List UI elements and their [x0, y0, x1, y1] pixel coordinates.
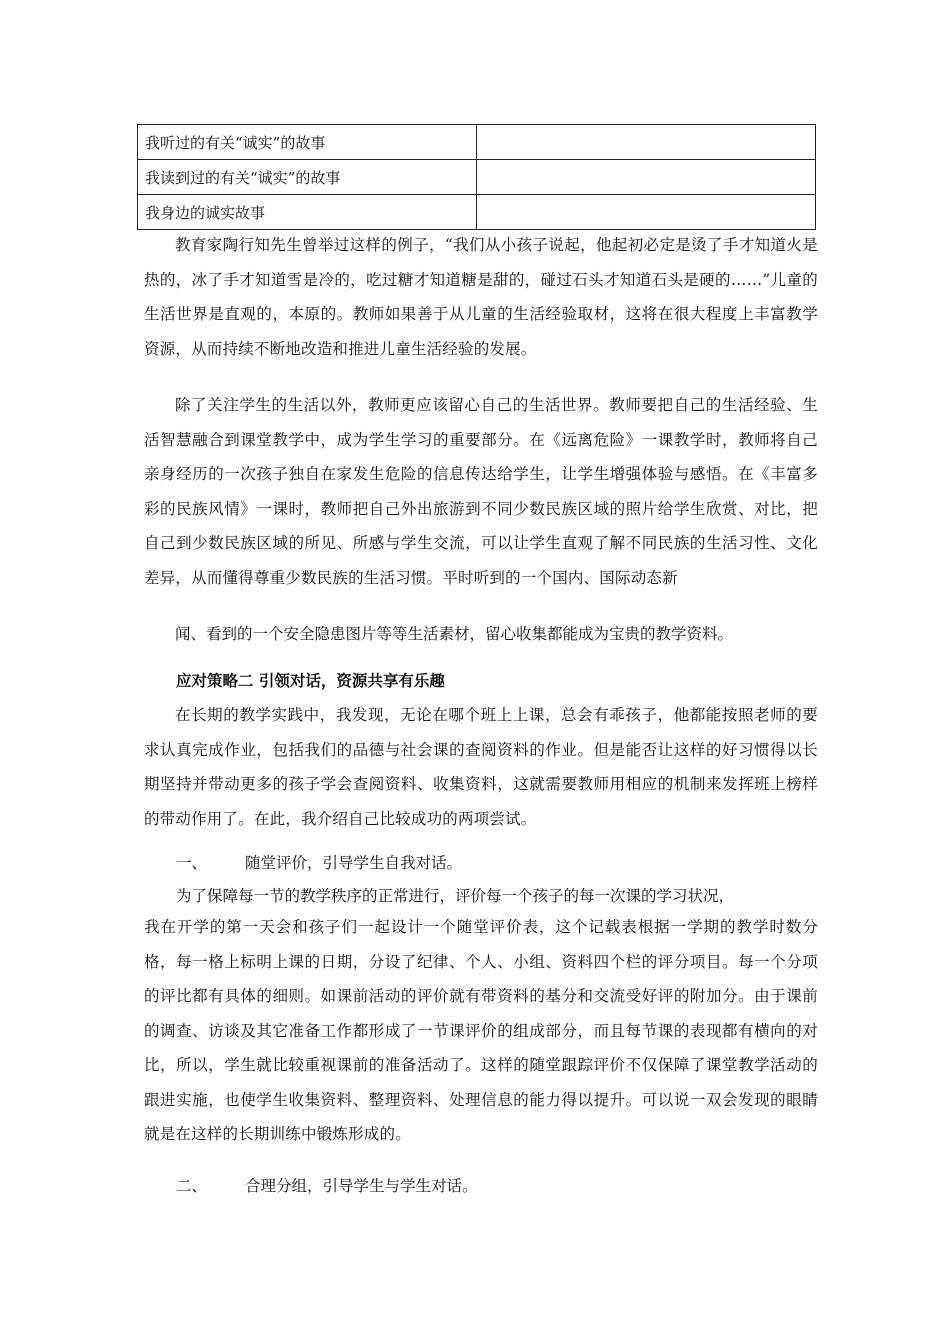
- paragraph-evaluation-first-line: 为了保障每一节的教学秩序的正常进行，评价每一个孩子的每一次课的学习状况，: [176, 887, 735, 905]
- table-cell: [477, 125, 816, 160]
- list-item-2-number: 二、: [176, 1177, 208, 1195]
- table-row: [138, 195, 816, 230]
- table-cell: 我身边的诚实故事: [138, 195, 477, 230]
- paragraph-teacher-life-last-line: 闻、看到的一个安全隐患图片等等生活素材，留心收集都能成为宝贵的教学资料。: [175, 625, 734, 643]
- list-item-2-text: 合理分组，引导学生与学生对话。: [245, 1177, 478, 1195]
- table-row: [138, 125, 816, 160]
- list-item-1-number: 一、: [176, 854, 208, 872]
- paragraph-practice: 在长期的教学实践中，我发现，无论在哪个班上上课，总会有乖孩子，他都能按照老师的要求认真完成作业，包括我们的品德与社会课的查阅资料的作业。但是能否让这样的好习惯得以长期坚持并带动更多的孩子学会查阅资料、收集资料，这就需要教师用相应的机制来发挥班上榜样的带动作用了。在此，我介绍自己比较成功的两项尝试。: [144, 706, 818, 828]
- list-item-1-text: 随堂评价，引导学生自我对话。: [245, 854, 463, 872]
- table-cell: [477, 160, 816, 195]
- table-cell: 我听过的有关“诚实”的故事: [138, 125, 477, 160]
- paragraph-tao-xingzhi: 教育家陶行知先生曾举过这样的例子，“我们从小孩子说起，他起初必定是烫了手才知道火是热的，冰了手才知道雪是冷的，吃过糖才知道糖是甜的，碰过石头才知道石头是硬的……”儿童的生活世界是直观的，本原的。教师如果善于从儿童的生活经验取材，这将在很大程度上丰富教学资源，从而持续不断地改造和推进儿童生活经验的发展。: [144, 236, 818, 358]
- table-cell: 我读到过的有关“诚实”的故事: [138, 160, 477, 195]
- table-row: [138, 160, 816, 195]
- story-table: [137, 124, 816, 230]
- paragraph-teacher-life: 除了关注学生的生活以外，教师更应该留心自己的生活世界。教师要把自己的生活经验、生活智慧融合到课堂教学中，成为学生学习的重要部分。在《远离危险》一课教学时，教师将自己亲身经历的一次孩子独自在家发生危险的信息传达给学生，让学生增强体验与感悟。在《丰富多彩的民族风情》一课时，教师把自己外出旅游到不同少数民族区域的照片给学生欣赏、对比，把自己到少数民族区域的所见、所感与学生交流，可以让学生直观了解不同民族的生活习性、文化差异，从而懂得尊重少数民族的生活习惯。平时听到的一个国内、国际动态新: [144, 396, 818, 587]
- section-heading: 应对策略二 引领对话，资源共享有乐趣: [176, 671, 445, 690]
- table-cell: [477, 195, 816, 230]
- paragraph-evaluation: 我在开学的第一天会和孩子们一起设计一个随堂评价表，这个记载表根据一学期的教学时数分格，每一格上标明上课的日期，分设了纪律、个人、小组、资料四个栏的评分项目。每一个分项的评比都有具体的细则。如课前活动的评价就有带资料的基分和交流受好评的附加分。由于课前的调查、访谈及其它准备工作都形成了一节课评价的组成部分，而且每节课的表现都有横向的对比，所以，学生就比较重视课前的准备活动了。这样的随堂跟踪评价不仅保障了课堂教学活动的跟进实施，也使学生收集资料、整理资料、处理信息的能力得以提升。可以说一双会发现的眼睛就是在这样的长期训练中锻炼形成的。: [144, 918, 818, 1143]
